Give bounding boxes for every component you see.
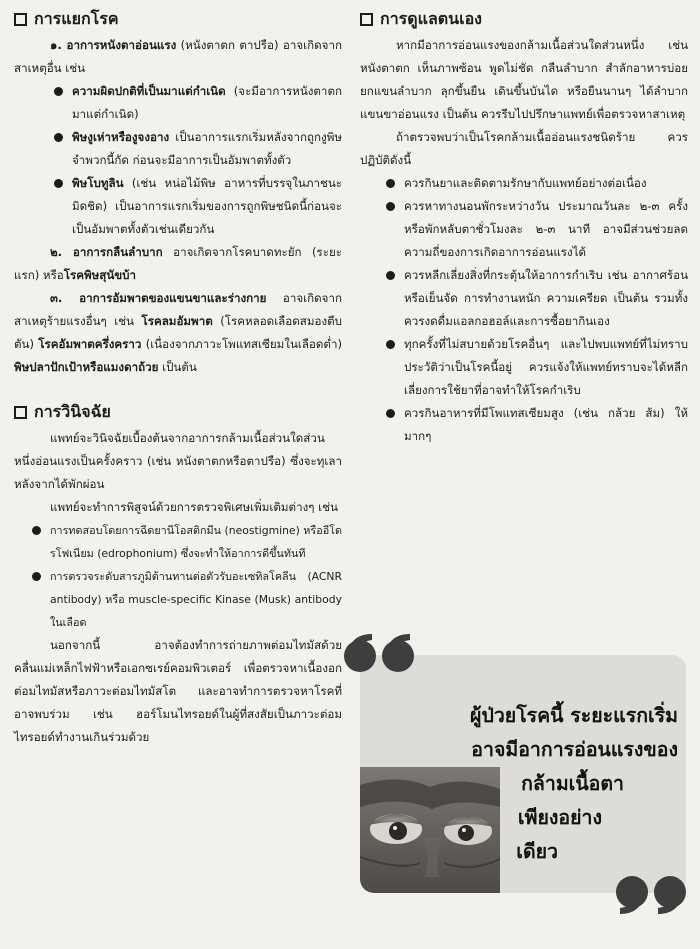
bullet-dot-icon: [54, 179, 63, 188]
list-item: [14, 565, 342, 634]
list-item: [14, 80, 342, 126]
bullet-dot-icon: [32, 572, 41, 581]
paragraph-item2: [14, 241, 342, 287]
paragraph-item1: [14, 34, 342, 80]
bullet-dot-icon: [54, 87, 63, 96]
item-title: ๒. อาการกลืนลำบาก: [50, 245, 163, 259]
item-text: (เนื่องจากภาวะโพแทสเซียมในเลือดต่ำ): [141, 337, 342, 351]
paragraph-item3: [14, 287, 342, 379]
bullet-dot-icon: [386, 179, 395, 188]
item-bold: ความผิดปกติที่เป็นมาแต่กำเนิด: [72, 84, 226, 98]
list-item: [360, 172, 688, 195]
bullet-list-selfcare: [360, 172, 688, 448]
section-heading-differential: [14, 10, 342, 28]
list-item: [360, 333, 688, 402]
paragraph: แพทย์จะทำการพิสูจน์ด้วยการตรวจพิเศษเพิ่มเติมต่างๆ เช่น: [50, 500, 338, 514]
item-bold: โรคอัมพาตครึ่งคราว: [38, 337, 142, 351]
pull-quote-line: ผู้ป่วยโรคนี้ ระยะแรกเริ่ม: [470, 704, 678, 727]
list-item: [360, 195, 688, 264]
section-title: การแยกโรค: [34, 9, 119, 28]
quote-mark-icon: [610, 872, 690, 916]
item-text: ทุกครั้งที่ไม่สบายด้วยโรคอื่นๆ และไปพบแพทย์ที่ไม่ทราบประวัติว่าเป็นโรคนี้อยู่ ควรแจ้งให้แพทย์ทราบจะได้หลีกเลี่ยงการใช้ยาที่อาจทำให้โรคกำเริบ: [404, 337, 688, 397]
item-text: (จะมีอาการหนังตาตกมาแต่กำเนิด): [72, 84, 342, 121]
item-bold: โรคลมอัมพาต: [141, 314, 213, 328]
list-item: [14, 519, 342, 565]
item-text: (หนังตาตก ตาปรือ) อาจเกิดจากสาเหตุอื่น เช่น: [14, 38, 342, 75]
item-text: เป็นอาการแรกเริ่มหลังจากถูกงูพิษจำพวกนี้กัด ก่อนจะมีอาการเป็นอัมพาตทั้งตัว: [72, 130, 342, 167]
bullet-list-causes: [14, 80, 342, 241]
paragraph: นอกจากนี้ อาจต้องทำการถ่ายภาพต่อมไทมัสด้วยคลื่นแม่เหล็กไฟฟ้าหรือเอกซเรย์คอมพิวเตอร์ เพื่อตรวจหาเนื้องอกต่อมไทมัสหรือภาวะต่อมไทมัสโต และอาจทำการตรวจหาโรคที่อาจพบร่วม เช่น ฮอร์โมนไทรอยด์ในผู้ที่สงสัยเป็นภาวะต่อมไทรอยด์ทำงานเกินร่วมด้วย: [14, 638, 342, 744]
item-bold: พิษงูเห่าหรืองูจงอาง: [72, 130, 170, 144]
right-column: [360, 10, 688, 448]
pull-quote-text: [360, 699, 678, 869]
section-title: การวินิจฉัย: [34, 402, 111, 421]
item-text: ควรหาทางนอนพักระหว่างวัน ประมาณวันละ ๒-๓ ครั้ง หรือพักหลับตาชั่วโมงละ ๒-๓ นาที อาจมีส่วนช่วยลดความถี่ของการเกิดอาการอ่อนแรงได้: [404, 199, 688, 259]
item-text: อีโดรโฟเนียม: [50, 524, 342, 560]
item-text: ควรกินอาหารที่มีโพแทสเซียมสูง (เช่น กล้วย ส้ม) ให้มากๆ: [404, 406, 688, 443]
item-text: การทดสอบโดยการฉีดยานีโอสติกมีน (neostigmine) หรือ: [50, 524, 323, 537]
item-text: ควรกินยาและติดตามรักษากับแพทย์อย่างต่อเนื่อง: [404, 176, 647, 190]
paragraph: ถ้าตรวจพบว่าเป็นโรคกล้ามเนื้ออ่อนแรงชนิดร้าย ควรปฏิบัติดังนี้: [360, 130, 688, 167]
item-text: เป็นต้น: [158, 360, 197, 374]
bullet-dot-icon: [386, 202, 395, 211]
bullet-dot-icon: [32, 526, 41, 535]
pull-quote-line: กล้ามเนื้อตา: [521, 772, 624, 795]
square-box-icon: [14, 13, 27, 26]
paragraph: หากมีอาการอ่อนแรงของกล้ามเนื้อส่วนใดส่วนหนึ่ง เช่น หนังตาตก เห็นภาพซ้อน พูดไม่ชัด กลืนลำบาก สำลักอาหารบ่อย ยกแขนลำบาก ลุกขึ้นยืน เดินขึ้นบันได หรือยืนนานๆ ได้ลำบาก แขนขาอ่อนแรง เป็นต้น ควรรีบไปปรึกษาแพทย์เพื่อตรวจหาสาเหตุ: [360, 38, 688, 121]
item-text: อาจเกิดจากโรคบาดทะยัก (ระยะแรก) หรือ: [14, 245, 342, 282]
bullet-dot-icon: [386, 271, 395, 280]
pull-quote-line: เพียงอย่าง: [517, 806, 602, 829]
bullet-list-tests: [14, 519, 342, 634]
paragraph: แพทย์จะวินิจฉัยเบื้องต้นจากอาการกล้ามเนื้อส่วนใดส่วนหนึ่งอ่อนแรงเป็นครั้งคราว (เช่น หนังตาตกหรือตาปรือ) ซึ่งจะทุเลาหลังจากได้พักผ่อน: [14, 431, 342, 491]
item-bold: พิษปลาปักเป้าหรือแมงดาถ้วย: [14, 360, 159, 374]
list-item: [360, 264, 688, 333]
list-item: [14, 126, 342, 172]
bullet-dot-icon: [386, 409, 395, 418]
section-heading-diagnosis: [14, 403, 342, 421]
item-text: (เช่น หน่อไม้พิษ อาหารที่บรรจุในภาชนะมิดชิด) เป็นอาการแรกเริ่มของการถูกพิษชนิดนี้ก่อนจะเป็นอัมพาตทั้งตัวเช่นเดียวกัน: [72, 176, 342, 236]
list-item: [14, 172, 342, 241]
item-text: การตรวจระดับสารภูมิต้านทานต่อตัวรับอะเซทิลโคลีน (ACNR antibody) หรือ muscle-specific Kinase (Musk) antibody ในเลือด: [50, 570, 342, 629]
item-text: (โรคหลอดเลือดสมองตีบตัน): [14, 314, 342, 351]
bullet-dot-icon: [386, 340, 395, 349]
quote-mark-icon: [342, 632, 422, 676]
pull-quote-line: อาจมีอาการอ่อนแรงของ: [471, 738, 678, 761]
item-title: ๑. อาการหนังตาอ่อนแรง: [50, 38, 177, 52]
pull-quote-line: เดียว: [516, 840, 558, 863]
section-title: การดูแลตนเอง: [380, 9, 482, 28]
square-box-icon: [360, 13, 373, 26]
square-box-icon: [14, 406, 27, 419]
item-text: (edrophonium) ซึ่งจะทำให้อาการดีขึ้นทันที: [93, 547, 306, 560]
item-text: ควรหลีกเลี่ยงสิ่งที่กระตุ้นให้อาการกำเริบ เช่น อากาศร้อนหรือเย็นจัด การทำงานหนัก ความเครียด เป็นต้น รวมทั้งควรงดดื่มแอลกอฮอล์และการซื้อยากินเอง: [404, 268, 688, 328]
section-heading-selfcare: [360, 10, 688, 28]
item-bold: พิษโบทูลิน: [72, 176, 124, 190]
item-bold: โรคพิษสุนัขบ้า: [63, 268, 137, 282]
left-column: [14, 10, 342, 749]
item-title: ๓. อาการอัมพาตของแขนขาและร่างกาย: [50, 291, 267, 305]
bullet-dot-icon: [54, 133, 63, 142]
list-item: [360, 402, 688, 448]
pull-quote-box: [360, 655, 686, 893]
item-text: อาจเกิดจากสาเหตุร้ายแรงอื่นๆ เช่น: [14, 291, 342, 328]
